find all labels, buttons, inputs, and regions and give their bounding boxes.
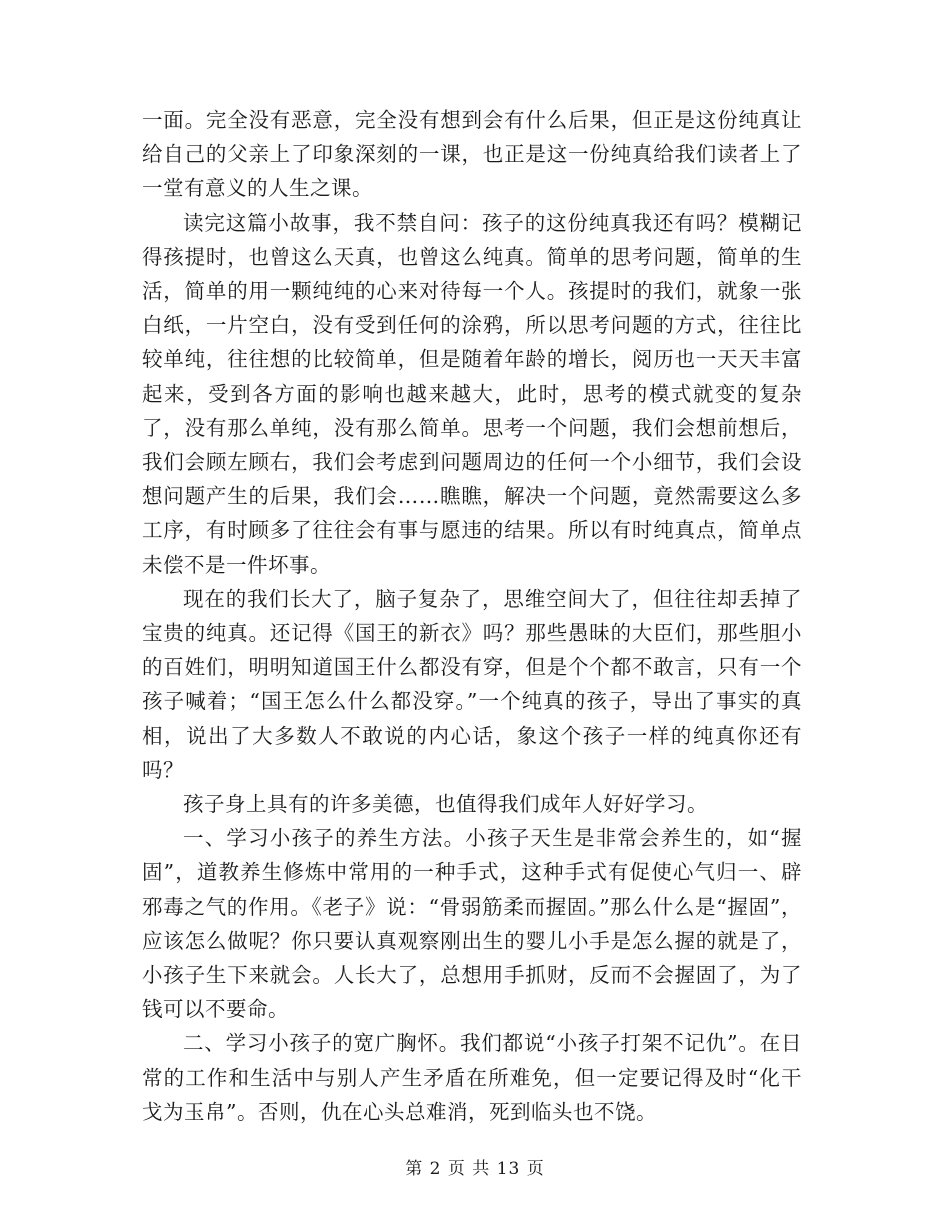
paragraph: 现在的我们长大了，脑子复杂了，思维空间大了，但往往却丢掉了宝贵的纯真。还记得《国王的新衣》吗？那些愚昧的大臣们，那些胆小的百姓们，明明知道国王什么都没有穿，但是个个都不敢言，只有一个孩子喊着；“国王怎么什么都没穿。”一个纯真的孩子，导出了事实的真相，说出了大多数人不敢说的内心话，象这个孩子一样的纯真你还有吗？: [142, 586, 802, 782]
paragraph: 一面。完全没有恶意，完全没有想到会有什么后果，但正是这份纯真让给自己的父亲上了印象深刻的一课，也正是这一份纯真给我们读者上了一堂有意义的人生之课。: [142, 108, 802, 201]
paragraph: 一、学习小孩子的养生方法。小孩子天生是非常会养生的，如“握固”，道教养生修炼中常用的一种手式，这种手式有促使心气归一、辟邪毒之气的作用。《老子》说：“骨弱筋柔而握固。”那么什么是“握固”，应该怎么做呢？你只要认真观察刚出生的婴儿小手是怎么握的就是了，小孩子生下来就会。人长大了，总想用手抓财，反而不会握固了，为了钱可以不要命。: [142, 826, 802, 1022]
document-body: [142, 103, 802, 1129]
paragraph: 孩子身上具有的许多美德，也值得我们成年人好好学习。: [183, 792, 708, 817]
paragraph: 读完这篇小故事，我不禁自问：孩子的这份纯真我还有吗？模糊记得孩提时，也曾这么天真，也曾这么纯真。简单的思考问题，简单的生活，简单的用一颗纯纯的心来对待每一个人。孩提时的我们，就象一张白纸，一片空白，没有受到任何的涂鸦，所以思考问题的方式，往往比较单纯，往往想的比较简单，但是随着年龄的增长，阅历也一天天丰富起来，受到各方面的影响也越来越大，此时，思考的模式就变的复杂了，没有那么单纯，没有那么简单。思考一个问题，我们会想前想后，我们会顾左顾右，我们会考虑到问题周边的任何一个小细节，我们会设想问题产生的后果，我们会……瞧瞧，解决一个问题，竟然需要这么多工序，有时顾多了往往会有事与愿违的结果。所以有时纯真点，简单点未偿不是一件坏事。: [142, 210, 802, 577]
page-number: 第 2 页 共 13 页: [405, 1159, 545, 1179]
paragraph: 二、学习小孩子的宽广胸怀。我们都说“小孩子打架不记仇”。在日常的工作和生活中与别人产生矛盾在所难免，但一定要记得及时“化干戈为玉帛”。否则，仇在心头总难消，死到临头也不饶。: [142, 1031, 802, 1124]
